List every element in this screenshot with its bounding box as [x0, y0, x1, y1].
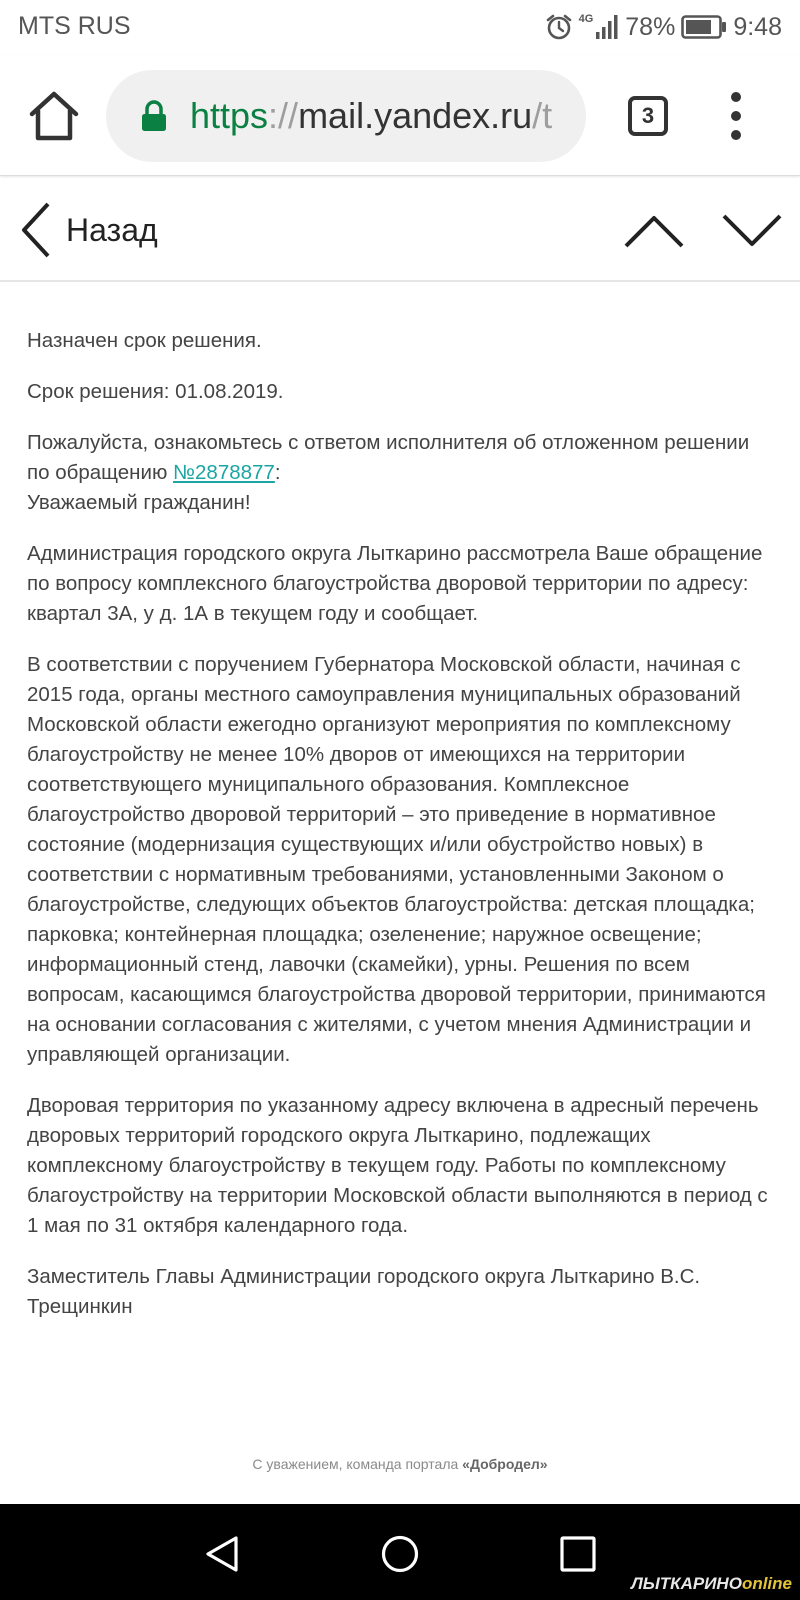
portal-name: «Добродел» [462, 1456, 548, 1472]
message-body [27, 326, 777, 1343]
message-paragraph: Администрация городского округа Лыткарино рассмотрела Ваше обращение по вопросу комплексного благоустройства дворовой территории по адресу: квартал 3А, у д. 1А в текущем году и сообщает. [27, 542, 763, 625]
carrier-name: MTS RUS [18, 12, 131, 40]
home-circle-icon[interactable] [380, 1534, 420, 1574]
back-button[interactable] [20, 200, 158, 260]
mail-nav-bar [0, 178, 800, 282]
signature: Заместитель Главы Администрации городского округа Лыткарино В.С. Трещинкин [27, 1265, 701, 1318]
next-message-button[interactable] [720, 206, 784, 256]
message-text: : [274, 461, 281, 484]
chevron-up-icon [622, 206, 686, 256]
recents-square-icon[interactable] [558, 1534, 598, 1574]
message-paragraph: В соответствии с поручением Губернатора Московской области, начиная с 2015 года, органы местного самоуправления муниципальных образований Московской области ежегодно организуют мероприятия по комплексному благоустройству не менее 10% дворов от имеющихся на территории соответствующего муниципального образования. Комплексное благоустройство дворовой территорий – это приведение в нормативное состояние (модернизация существующих и/или обустройство новых) в соответствии с нормативным требованиями, установленными Законом о благоустройстве, следующих объектов благоустройства: детская площадка; парковка; контейнерная площадка; озеленение; наружное освещение; информационный стенд, лавочки (скамейки), урны. Решения по всем вопросам, касающимся благоустройства дворовой территории, принимаются на основании согласования с жителями, с учетом мнения Администрации и управляющей организации. [27, 653, 766, 1066]
message-text: Пожалуйста, ознакомьтесь с ответом исполнителя об отложенном решении по обращению [27, 431, 750, 484]
watermark [631, 1574, 792, 1594]
clock-time: 9:48 [733, 12, 782, 41]
home-icon [26, 90, 82, 142]
url-text[interactable] [190, 94, 552, 138]
footer-text: С уважением, команда портала [252, 1456, 463, 1472]
footer-regards [0, 1456, 800, 1472]
overflow-menu-button[interactable] [724, 92, 748, 140]
watermark-suffix: online [741, 1574, 792, 1593]
message-paragraph: Дворовая территория по указанному адресу включена в адресный перечень дворовых территорий городского округа Лыткарино, подлежащих комплексному благоустройству в текущем году. Работы по комплексному благоустройству на территории Московской области выполняются в период с 1 мая по 31 октября календарного года. [27, 1094, 768, 1237]
status-bar [0, 0, 800, 56]
browser-toolbar [0, 56, 800, 176]
back-label: Назад [66, 211, 158, 248]
home-button[interactable] [26, 90, 82, 142]
message-paragraph [27, 428, 777, 518]
menu-dot-icon [731, 111, 741, 121]
greeting: Уважаемый гражданин! [27, 491, 251, 514]
signal-icon [595, 14, 619, 40]
back-triangle-icon[interactable] [202, 1534, 242, 1574]
url-scheme: https [190, 95, 269, 136]
chevron-left-icon [20, 202, 52, 258]
url-path: /t [532, 95, 553, 136]
url-separator: :// [268, 95, 299, 136]
appeal-number-link[interactable]: №2878877 [173, 461, 275, 484]
message-paragraph: Срок решения: 01.08.2019. [27, 380, 284, 403]
message-paragraph: Назначен срок решения. [27, 329, 262, 352]
menu-dot-icon [731, 92, 741, 102]
menu-dot-icon [731, 130, 741, 140]
lock-icon [140, 100, 168, 132]
tab-switcher-button[interactable]: 3 [628, 96, 668, 136]
battery-percent: 78% [625, 12, 676, 41]
network-type: 4G [578, 13, 594, 25]
status-indicators [545, 11, 782, 43]
previous-message-button[interactable] [622, 206, 686, 256]
url-host: mail.yandex.ru [298, 95, 533, 136]
alarm-icon [545, 13, 573, 41]
chevron-down-icon [720, 206, 784, 256]
battery-icon [681, 15, 727, 39]
system-navigation-bar [0, 1504, 800, 1600]
watermark-main: ЛЫТКАРИНО [631, 1574, 742, 1593]
address-bar[interactable] [106, 70, 586, 162]
